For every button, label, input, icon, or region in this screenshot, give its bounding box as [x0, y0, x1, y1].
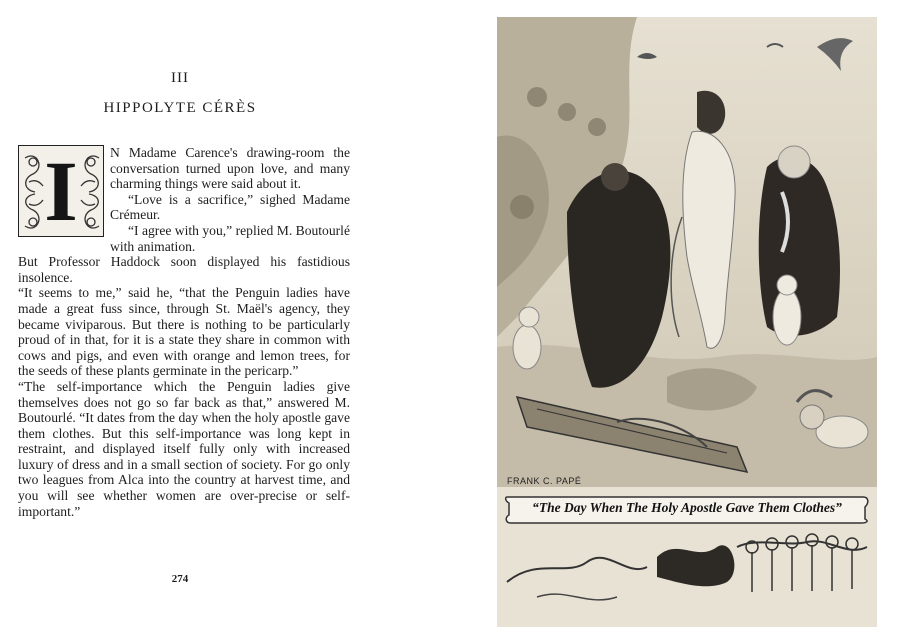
paragraph-1: N Madame Carence's drawing-room the conversation turned upon love, and many charming things were said about it.	[110, 145, 350, 192]
paragraph-5: “It seems to me,” said he, “that the Penguin ladies have made a great fuss since, through St. Maël's agency, they became viviparous. But there is nothing to be particularly proud of in that, for it is a state they share in common with cows and pigs, and even with orange and lemon trees, for the seeds of these plants germinate in the pericarp.”	[18, 285, 350, 379]
illustration-plate	[497, 17, 877, 627]
illustration-caption: “The Day When The Holy Apostle Gave Them Clothes”	[532, 500, 842, 515]
chapter-title: HIPPOLYTE CÉRÈS	[103, 100, 257, 116]
paragraph-2: “Love is a sacrifice,” sighed Madame Crémeur.	[110, 191, 350, 223]
chapter-number: III	[171, 70, 189, 86]
decorated-initial	[18, 145, 104, 237]
paragraph-4: But Professor Haddock soon displayed his fastidious insolence.	[18, 254, 350, 285]
paragraph-3: “I agree with you,” replied M. Boutourlé with animation.	[110, 222, 350, 254]
page-number: 274	[171, 573, 189, 585]
body-text	[18, 145, 350, 519]
paragraph-6: “The self-importance which the Penguin ladies give themselves does not go so far back as that,” answered M. Boutourlé. “It dates from the day when the holy apostle gave them clothes. But this self-importance was long kept in restraint, and displayed itself fully only with increased luxury of dress and in a small section of society. For go only two leagues from Alca into the country at harvest time, and you will see whether women are over-precise or self-important.”	[18, 378, 350, 519]
artist-signature: FRANK C. PAPÉ	[507, 476, 582, 486]
dropcap-letter: I	[44, 145, 78, 237]
illustration-image	[497, 17, 877, 627]
